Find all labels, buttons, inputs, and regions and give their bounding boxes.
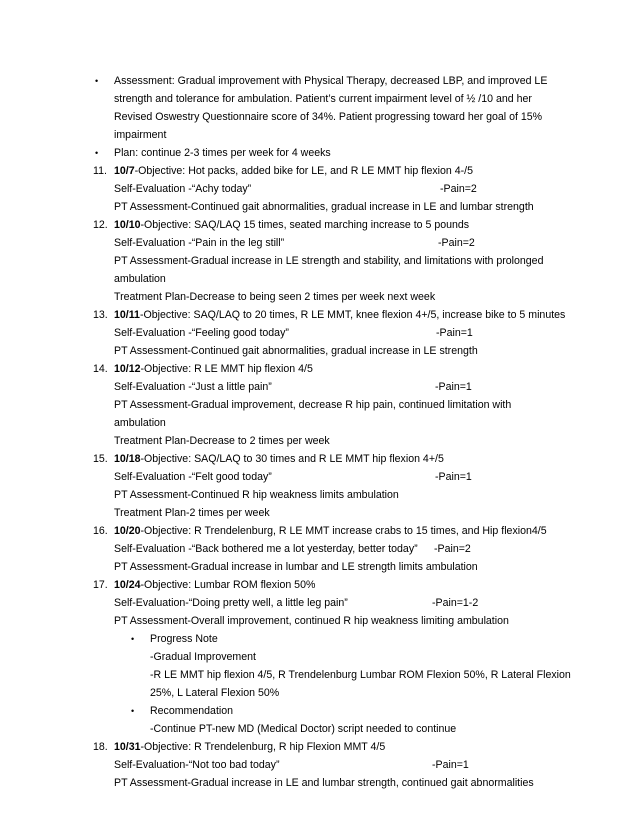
progress-note-line: -R LE MMT hip flexion 4/5, R Trendelenburg Lumbar ROM Flexion 50%, R Lateral Flexion: [150, 669, 571, 681]
entry-objective-text: -Objective: SAQ/LAQ to 20 times, R LE MMT, knee flexion 4+/5, increase bike to 5 minutes: [139, 309, 566, 321]
entry-line: Treatment Plan-Decrease to being seen 2 times per week next week: [114, 291, 436, 303]
progress-note-title: Progress Note: [150, 633, 218, 645]
entry-objective: [114, 525, 547, 537]
entry-pain: -Pain=1-2: [432, 597, 479, 609]
entry-self-eval: Self-Evaluation -“Just a little pain”: [114, 381, 272, 393]
entry-objective-text: -Objective: SAQ/LAQ to 30 times and R LE MMT hip flexion 4+/5: [140, 453, 444, 465]
entry-line: ambulation: [114, 417, 166, 429]
entry-number: 16.: [93, 525, 108, 537]
entry-line: PT Assessment-Gradual increase in lumbar and LE strength limits ambulation: [114, 561, 478, 573]
entry-self-eval: Self-Evaluation-“Doing pretty well, a little leg pain”: [114, 597, 348, 609]
entry-number: 17.: [93, 579, 108, 591]
entry-line: PT Assessment-Continued gait abnormalities, gradual increase in LE and lumbar strength: [114, 201, 534, 213]
entry-number: 12.: [93, 219, 108, 231]
entry-line: PT Assessment-Continued gait abnormalities, gradual increase in LE strength: [114, 345, 478, 357]
entry-self-eval: Self-Evaluation -“Felt good today”: [114, 471, 272, 483]
entry-line: PT Assessment-Gradual increase in LE strength and stability, and limitations with prolonged: [114, 255, 544, 267]
entry-date: 10/10: [114, 219, 141, 231]
entry-objective-text: -Objective: R LE MMT hip flexion 4/5: [140, 363, 313, 375]
plan-line: Plan: continue 2-3 times per week for 4 weeks: [114, 147, 331, 159]
bullet-icon: •: [95, 76, 99, 86]
entry-line: ambulation: [114, 273, 166, 285]
entry-objective: [114, 219, 469, 231]
entry-objective: [114, 363, 313, 375]
entry-date: 10/7: [114, 165, 135, 177]
entry-objective: [114, 741, 385, 753]
entry-pain: -Pain=2: [438, 237, 475, 249]
entry-self-eval: Self-Evaluation-“Not too bad today”: [114, 759, 280, 771]
entry-line: Treatment Plan-2 times per week: [114, 507, 270, 519]
entry-date: 10/31: [114, 741, 141, 753]
entry-self-eval: Self-Evaluation -“Achy today”: [114, 183, 252, 195]
entry-number: 18.: [93, 741, 108, 753]
recommendation-line: -Continue PT-new MD (Medical Doctor) script needed to continue: [150, 723, 457, 735]
entry-number: 13.: [93, 309, 108, 321]
entry-date: 10/18: [114, 453, 141, 465]
entry-line: PT Assessment-Continued R hip weakness limits ambulation: [114, 489, 399, 501]
entry-objective-text: -Objective: R Trendelenburg, R hip Flexion MMT 4/5: [140, 741, 386, 753]
entry-objective-text: -Objective: SAQ/LAQ 15 times, seated marching increase to 5 pounds: [140, 219, 470, 231]
entry-number: 15.: [93, 453, 108, 465]
assessment-line-1: Assessment: Gradual improvement with Physical Therapy, decreased LBP, and improved LE: [114, 75, 548, 87]
entry-pain: -Pain=1: [435, 471, 472, 483]
entry-date: 10/12: [114, 363, 141, 375]
recommendation-title: Recommendation: [150, 705, 234, 717]
entry-pain: -Pain=1: [435, 381, 472, 393]
entry-self-eval: Self-Evaluation -“Pain in the leg still”: [114, 237, 285, 249]
entry-pain: -Pain=2: [440, 183, 477, 195]
entry-objective: [114, 309, 565, 321]
sub-bullet-icon: •: [131, 706, 135, 716]
entry-number: 14.: [93, 363, 108, 375]
bullet-icon: •: [95, 148, 99, 158]
entry-self-eval: Self-Evaluation -“Feeling good today”: [114, 327, 289, 339]
entry-pain: -Pain=1: [432, 759, 469, 771]
entry-self-eval: Self-Evaluation -“Back bothered me a lot yesterday, better today”: [114, 543, 418, 555]
entry-line: PT Assessment-Overall improvement, continued R hip weakness limiting ambulation: [114, 615, 509, 627]
entry-pain: -Pain=1: [436, 327, 473, 339]
entry-date: 10/20: [114, 525, 141, 537]
entry-objective-text: -Objective: R Trendelenburg, R LE MMT increase crabs to 15 times, and Hip flexion4/5: [140, 525, 547, 537]
assessment-line-4: impairment: [114, 129, 167, 141]
entry-line: PT Assessment-Gradual improvement, decrease R hip pain, continued limitation with: [114, 399, 512, 411]
progress-note-line: 25%, L Lateral Flexion 50%: [150, 687, 280, 699]
entry-objective-text: -Objective: Lumbar ROM flexion 50%: [140, 579, 316, 591]
entry-pain: -Pain=2: [434, 543, 471, 555]
entry-objective: [114, 579, 315, 591]
entry-line: Treatment Plan-Decrease to 2 times per week: [114, 435, 330, 447]
entry-objective: [114, 453, 444, 465]
sub-bullet-icon: •: [131, 634, 135, 644]
entry-date: 10/24: [114, 579, 141, 591]
entry-objective: [114, 165, 473, 177]
assessment-line-3: Revised Oswestry Questionnaire score of 34%. Patient progressing toward her goal of 15%: [114, 111, 543, 123]
entry-date: 10/11: [114, 309, 140, 321]
entry-number: 11.: [93, 165, 107, 177]
progress-note-line: -Gradual Improvement: [150, 651, 256, 663]
entry-line: PT Assessment-Gradual increase in LE and lumbar strength, continued gait abnormalities: [114, 777, 534, 789]
entry-objective-text: -Objective: Hot packs, added bike for LE, and R LE MMT hip flexion 4-/5: [134, 165, 474, 177]
assessment-line-2: strength and tolerance for ambulation. Patient’s current impairment level of ½ /10 and her: [114, 93, 532, 105]
